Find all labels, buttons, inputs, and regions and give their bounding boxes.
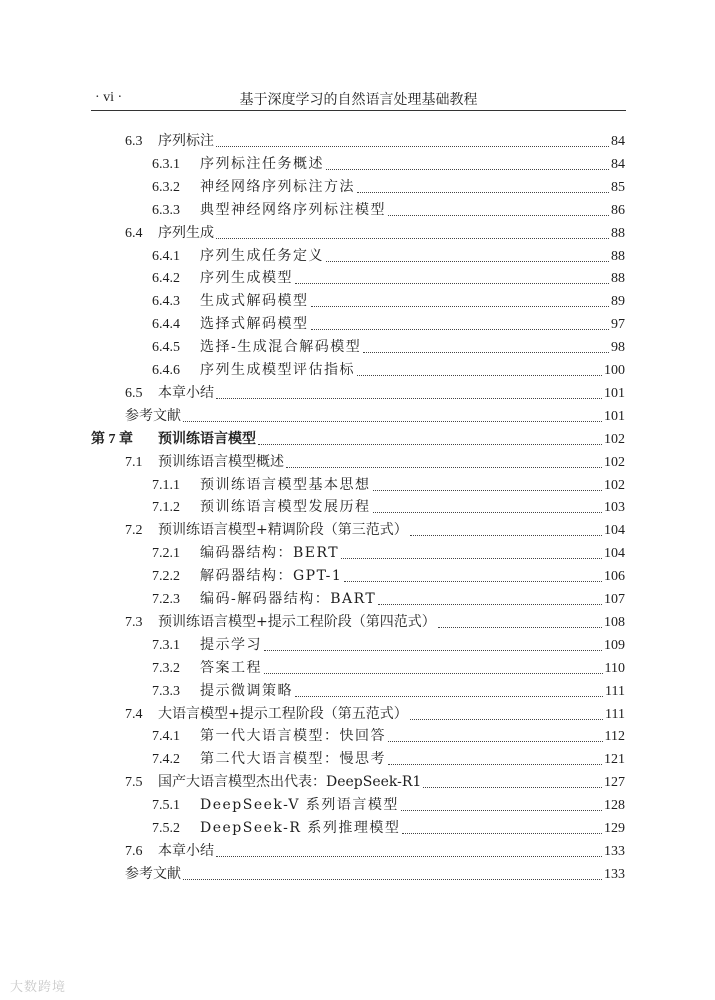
- toc-entry-title: 选择-生成混合解码模型: [200, 339, 362, 356]
- dot-leader: [373, 489, 603, 491]
- toc-entry-page: 121: [604, 752, 625, 768]
- toc-entry-number: 6.4.3: [152, 294, 180, 310]
- toc-entry-page: 111: [605, 706, 625, 722]
- toc-entry-title: 序列标注任务概述: [200, 155, 324, 172]
- toc-entry: [125, 863, 625, 885]
- toc-entry-number: 6.4.5: [152, 340, 180, 356]
- toc-entry-page: 101: [604, 408, 625, 424]
- toc-entry-title: 序列生成: [158, 224, 214, 241]
- toc-entry-number: 6.4: [125, 225, 143, 241]
- toc-entry-title: 典型神经网络序列标注模型: [200, 201, 386, 218]
- toc-entry-title: 选择式解码模型: [200, 316, 309, 333]
- toc-entry-title: DeepSeek-R 系列推理模型: [200, 820, 401, 836]
- toc-entry: [152, 817, 625, 839]
- dot-leader: [401, 809, 602, 811]
- toc-entry-title: 预训练语言模型+精调阶段（第三范式）: [158, 522, 408, 539]
- dot-leader: [410, 718, 603, 720]
- toc-entry-page: 128: [604, 798, 625, 814]
- toc-entry-title: 本章小结: [158, 842, 214, 859]
- dot-leader: [311, 328, 610, 330]
- page-header: [91, 86, 626, 110]
- dot-leader: [216, 237, 609, 239]
- toc-entry-number: 7.3.3: [152, 683, 180, 699]
- toc-entry-number: 7.2.3: [152, 592, 180, 607]
- toc-entry-title: 本章小结: [158, 384, 214, 401]
- toc-entry: [152, 176, 625, 198]
- toc-entry: [152, 657, 625, 679]
- toc-entry: [152, 680, 625, 702]
- dot-leader: [183, 420, 602, 422]
- dot-leader: [264, 672, 603, 674]
- dot-leader: [373, 511, 603, 513]
- toc-entry: [152, 474, 625, 496]
- toc-entry-number: 7.2.1: [152, 546, 180, 562]
- toc-entry-number: 7.3.2: [152, 660, 180, 676]
- dot-leader: [264, 649, 602, 651]
- toc-entry-page: 101: [604, 385, 625, 401]
- toc-entry-number: 6.5: [125, 385, 143, 401]
- toc-entry-page: 102: [604, 431, 625, 447]
- toc-entry-title: 预训练语言模型+提示工程阶段（第四范式）: [158, 613, 436, 630]
- dot-leader: [388, 763, 602, 765]
- toc-entry-title: 参考文献: [125, 407, 181, 424]
- toc-entry: [125, 405, 625, 427]
- toc-entry: [152, 542, 625, 564]
- toc-entry-number: 7.4: [125, 706, 143, 722]
- toc-entry-page: 84: [611, 156, 625, 172]
- dot-leader: [295, 282, 609, 284]
- toc-entry: [152, 290, 625, 312]
- dot-leader: [438, 626, 602, 628]
- toc-entry-title: 大语言模型+提示工程阶段（第五范式）: [158, 705, 408, 722]
- toc-entry-page: 86: [611, 202, 625, 218]
- toc-entry-number: 6.3.1: [152, 156, 180, 172]
- dot-leader: [357, 191, 609, 193]
- dot-leader: [295, 695, 603, 697]
- toc-entry-page: 111: [605, 683, 625, 699]
- toc-entry-title: 提示学习: [200, 636, 262, 653]
- toc-entry: [125, 611, 625, 633]
- toc-entry-number: 第 7 章: [91, 431, 133, 447]
- page-number: · vi ·: [95, 90, 123, 105]
- toc-entry-title: 第二代大语言模型：慢思考: [200, 751, 386, 768]
- toc-entry: [125, 222, 625, 244]
- toc-entry: [152, 313, 625, 335]
- toc-entry-title: 序列生成模型评估指标: [200, 362, 355, 378]
- toc-entry-page: 84: [611, 134, 625, 149]
- toc-entry-title: 答案工程: [200, 659, 262, 676]
- toc-entry-number: 6.3.2: [152, 179, 180, 195]
- toc-entry-page: 88: [611, 248, 625, 264]
- toc-entry-page: 104: [604, 546, 625, 562]
- toc-entry: [125, 840, 625, 862]
- dot-leader: [216, 397, 602, 399]
- toc-entry-page: 106: [604, 569, 625, 585]
- dot-leader: [423, 786, 602, 788]
- toc-entry-number: 6.3: [125, 134, 143, 149]
- toc-entry-number: 7.5.1: [152, 798, 180, 814]
- toc-entry: [125, 451, 625, 473]
- toc-entry-number: 7.2.2: [152, 569, 180, 585]
- toc-entry-page: 103: [604, 500, 625, 516]
- dot-leader: [216, 855, 602, 857]
- toc-entry-page: 88: [611, 225, 625, 241]
- toc-entry-number: 7.5: [125, 775, 143, 791]
- toc-entry: [152, 336, 625, 358]
- toc-entry-number: 7.4.1: [152, 729, 180, 745]
- toc-entry-page: 104: [604, 523, 625, 539]
- toc-entry: [152, 634, 625, 656]
- toc-entry-page: 129: [604, 821, 625, 836]
- toc-entry-number: 7.3.1: [152, 637, 180, 653]
- dot-leader: [378, 603, 602, 605]
- dot-leader: [410, 534, 602, 536]
- toc-entry-number: 7.6: [125, 843, 143, 859]
- toc-entry: [91, 428, 625, 450]
- toc-entry-number: 7.4.2: [152, 752, 180, 768]
- toc-entry: [152, 359, 625, 381]
- toc-entry-title: 国产大语言模型杰出代表：DeepSeek-R1: [158, 774, 422, 791]
- toc-entry: [125, 703, 625, 725]
- toc-entry-title: 生成式解码模型: [200, 293, 309, 310]
- toc-entry-number: 6.4.4: [152, 317, 180, 333]
- toc-entry-number: 7.2: [125, 523, 143, 539]
- toc-entry: [152, 725, 625, 747]
- dot-leader: [344, 580, 602, 582]
- toc-entry-title: 序列标注: [158, 133, 214, 149]
- dot-leader: [357, 374, 602, 376]
- dot-leader: [388, 214, 609, 216]
- toc-entry-title: 预训练语言模型基本思想: [200, 476, 371, 493]
- dot-leader: [311, 305, 610, 307]
- toc-entry-number: 7.1.2: [152, 500, 180, 516]
- toc-entry: [152, 588, 625, 610]
- toc-entry: [152, 199, 625, 221]
- toc-entry-title: 参考文献: [125, 865, 181, 882]
- dot-leader: [326, 168, 609, 170]
- toc-entry-page: 127: [604, 775, 625, 791]
- toc-entry-page: 98: [611, 340, 625, 356]
- dot-leader: [183, 878, 602, 880]
- toc-entry: [152, 565, 625, 587]
- toc-entry-page: 112: [604, 729, 625, 745]
- toc-entry-number: 7.3: [125, 614, 143, 630]
- toc-entry-number: 6.4.2: [152, 271, 180, 287]
- dot-leader: [402, 832, 602, 834]
- toc-entry-page: 107: [604, 592, 625, 607]
- toc-entry-page: 85: [611, 179, 625, 195]
- toc-entry-title: 预训练语言模型概述: [158, 453, 284, 470]
- toc-entry-title: 解码器结构：GPT-1: [200, 568, 343, 585]
- toc-entry: [152, 496, 625, 518]
- toc-entry: [125, 771, 625, 793]
- toc-entry-number: 6.4.1: [152, 248, 180, 264]
- dot-leader: [258, 443, 602, 445]
- toc-entry-page: 102: [604, 477, 625, 493]
- toc-entry-page: 133: [604, 866, 625, 882]
- toc-entry: [152, 794, 625, 816]
- toc-entry-number: 7.5.2: [152, 821, 180, 836]
- toc-entry-page: 88: [611, 271, 625, 287]
- dot-leader: [363, 351, 609, 353]
- header-rule: [91, 110, 626, 111]
- toc-entry-title: 第一代大语言模型：快回答: [200, 728, 386, 745]
- toc-entry-title: 预训练语言模型: [158, 430, 256, 447]
- toc-entry-number: 7.1.1: [152, 477, 180, 493]
- dot-leader: [286, 466, 602, 468]
- toc-entry: [152, 153, 625, 175]
- watermark: 大数跨境: [10, 980, 67, 995]
- dot-leader: [388, 740, 603, 742]
- toc-entry-title: DeepSeek-V 系列语言模型: [200, 797, 399, 814]
- toc-entry-page: 133: [604, 843, 625, 859]
- toc-entry-title: 序列生成任务定义: [200, 247, 324, 264]
- toc-entry: [152, 267, 625, 289]
- toc-entry-title: 序列生成模型: [200, 270, 293, 287]
- toc-entry-number: 6.3.3: [152, 202, 180, 218]
- toc-entry-title: 神经网络序列标注方法: [200, 178, 355, 195]
- toc-entry-page: 108: [604, 614, 625, 630]
- toc-entry-number: 6.4.6: [152, 363, 180, 378]
- toc-entry-title: 编码-解码器结构：BART: [200, 591, 377, 607]
- toc-entry-title: 预训练语言模型发展历程: [200, 499, 371, 516]
- dot-leader: [326, 260, 609, 262]
- toc-entry-title: 提示微调策略: [200, 682, 293, 699]
- toc-entry-title: 编码器结构：BERT: [200, 545, 340, 562]
- book-title: 基于深度学习的自然语言处理基础教程: [239, 92, 478, 108]
- toc-entry-page: 109: [604, 637, 625, 653]
- toc-entry-page: 102: [604, 454, 625, 470]
- dot-leader: [216, 145, 609, 147]
- toc-entry-number: 7.1: [125, 454, 143, 470]
- toc-entry: [125, 519, 625, 541]
- toc-entry-page: 110: [604, 660, 625, 676]
- dot-leader: [341, 557, 602, 559]
- toc-entry: [125, 130, 625, 152]
- toc-entry: [125, 382, 625, 404]
- toc-entry: [152, 245, 625, 267]
- toc-entry-page: 100: [604, 363, 625, 378]
- toc-entry: [152, 748, 625, 770]
- toc-entry-page: 97: [611, 317, 625, 333]
- toc-entry-page: 89: [611, 294, 625, 310]
